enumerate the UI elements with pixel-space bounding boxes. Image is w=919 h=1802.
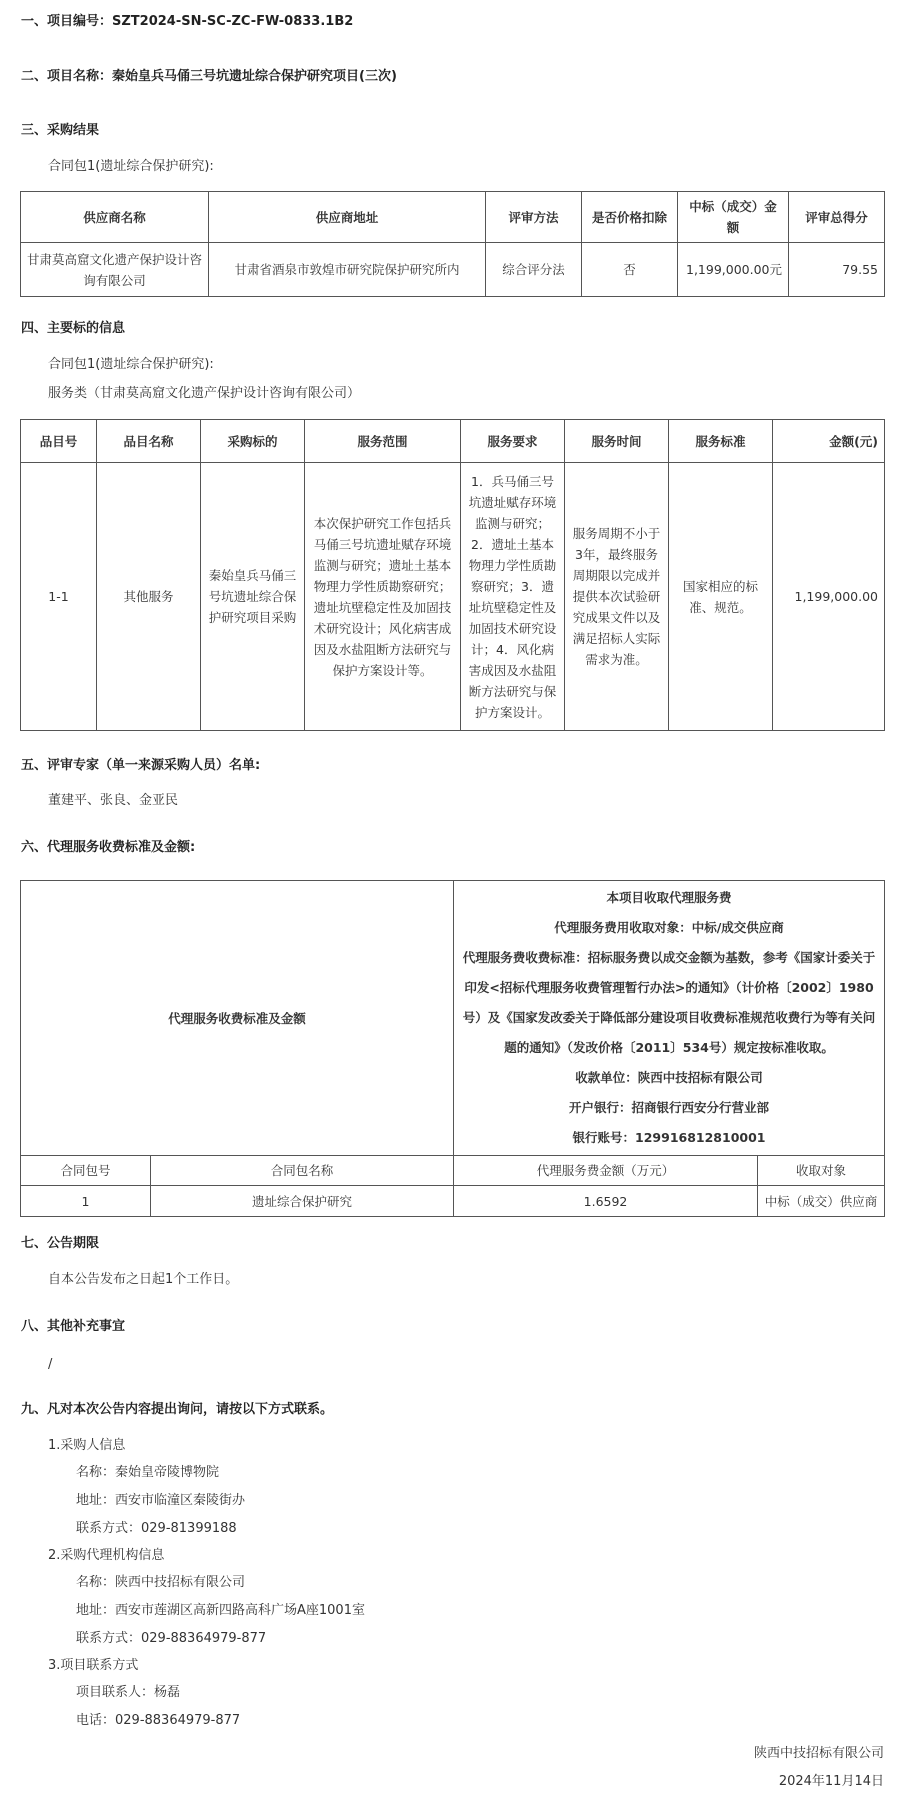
- col-award-amount: 中标（成交）金额: [678, 192, 789, 243]
- section-result-title: 三、采购结果: [21, 123, 100, 138]
- cell-item-no: 1-1: [21, 463, 97, 731]
- fee-line-2: 代理服务费用收取对象：中标/成交供应商: [554, 920, 784, 935]
- purchaser-title: 1.采购人信息: [48, 1438, 126, 1453]
- cell-item-name: 其他服务: [97, 463, 201, 731]
- section-subject-title: 四、主要标的信息: [21, 321, 126, 336]
- col-package-no: 合同包号: [21, 1156, 151, 1186]
- project-name: 二、项目名称：秦始皇兵马俑三号坑遗址综合保护研究项目(三次): [21, 69, 397, 84]
- result-table: [20, 191, 885, 297]
- other-text: /: [48, 1357, 53, 1372]
- table-header-row: [21, 192, 885, 243]
- section-contact-title: 九、凡对本次公告内容提出询问，请按以下方式联系。: [21, 1402, 334, 1417]
- cell-service-time: 服务周期不小于3年，最终服务周期限以完成并提供本次试验研究成果文件以及满足招标人实际需求为准。: [565, 463, 669, 731]
- table-row: [21, 463, 885, 731]
- fee-line-4: 收款单位：陕西中技招标有限公司: [575, 1070, 763, 1085]
- fee-standard-row: [21, 881, 885, 1156]
- agency-name: 名称：陕西中技招标有限公司: [76, 1575, 246, 1590]
- cell-fee-amount: 1.6592: [454, 1186, 758, 1217]
- agency-address: 地址：西安市莲湖区高新四路高科广场A座1001室: [76, 1603, 365, 1618]
- purchaser-name: 名称：秦始皇帝陵博物院: [76, 1465, 220, 1480]
- cell-price-deduction: 否: [582, 243, 678, 297]
- period-text: 自本公告发布之日起1个工作日。: [48, 1272, 239, 1287]
- col-price-deduction: 是否价格扣除: [582, 192, 678, 243]
- cell-purchase-subject: 秦始皇兵马俑三号坑遗址综合保护研究项目采购: [201, 463, 305, 731]
- col-fee-amount: 代理服务费金额（万元）: [454, 1156, 758, 1186]
- col-service-std: 服务标准: [669, 420, 773, 463]
- project-number: 一、项目编号：SZT2024-SN-SC-ZC-FW-0833.1B2: [21, 14, 354, 29]
- cell-service-req: 1．兵马俑三号坑遗址赋存环境监测与研究；2．遗址土基本物理力学性质勘察研究；3．遗址坑壁稳定性及加固技术研究设计；4．风化病害成因及水盐阻断方法研究与保护方案设计。: [461, 463, 565, 731]
- fee-line-6: 银行账号：129916812810001: [572, 1130, 766, 1145]
- col-item-no: 品目号: [21, 420, 97, 463]
- project-contact-person: 项目联系人：杨磊: [76, 1685, 181, 1700]
- section-experts-title: 五、评审专家（单一来源采购人员）名单:: [21, 758, 261, 773]
- section-period-title: 七、公告期限: [21, 1236, 100, 1251]
- cell-package-no: 1: [21, 1186, 151, 1217]
- col-service-time: 服务时间: [565, 420, 669, 463]
- fee-standard-label: 代理服务收费标准及金额: [21, 881, 454, 1156]
- purchaser-address: 地址：西安市临潼区秦陵街办: [76, 1493, 246, 1508]
- col-package-name: 合同包名称: [151, 1156, 454, 1186]
- col-fee-target: 收取对象: [758, 1156, 885, 1186]
- agency-phone: 联系方式：029-88364979-877: [76, 1631, 267, 1646]
- cell-award-amount: 1,199,000.00元: [678, 243, 789, 297]
- col-total-score: 评审总得分: [789, 192, 885, 243]
- purchaser-phone: 联系方式：029-81399188: [76, 1521, 237, 1536]
- subject-table: [20, 419, 885, 731]
- footer-date: 2024年11月14日: [778, 1774, 884, 1789]
- col-supplier-name: 供应商名称: [21, 192, 209, 243]
- result-package-label: 合同包1(遗址综合保护研究):: [48, 159, 214, 174]
- experts-list: 董建平、张良、金亚民: [48, 793, 179, 808]
- cell-fee-target: 中标（成交）供应商: [758, 1186, 885, 1217]
- fee-line-1: 本项目收取代理服务费: [606, 890, 732, 905]
- col-service-req: 服务要求: [461, 420, 565, 463]
- table-row: [21, 243, 885, 297]
- subject-package-label: 合同包1(遗址综合保护研究):: [48, 357, 214, 372]
- cell-amount: 1,199,000.00: [773, 463, 885, 731]
- table-header-row: [21, 420, 885, 463]
- table-header-row: [21, 1156, 885, 1186]
- cell-package-name: 遗址综合保护研究: [151, 1186, 454, 1217]
- section-other-title: 八、其他补充事宜: [21, 1319, 126, 1334]
- agency-title: 2.采购代理机构信息: [48, 1548, 165, 1563]
- section-fee-title: 六、代理服务收费标准及金额:: [21, 840, 196, 855]
- cell-service-std: 国家相应的标准、规范。: [669, 463, 773, 731]
- cell-supplier-addr: 甘肃省酒泉市敦煌市研究院保护研究所内: [209, 243, 486, 297]
- col-item-name: 品目名称: [97, 420, 201, 463]
- col-purchase-subject: 采购标的: [201, 420, 305, 463]
- cell-total-score: 79.55: [789, 243, 885, 297]
- cell-service-scope: 本次保护研究工作包括兵马俑三号坑遗址赋存环境监测与研究；遗址土基本物理力学性质勘察研究；遗址坑壁稳定性及加固技术研究设计；风化病害成因及水盐阻断方法研究与保护方案设计等。: [305, 463, 461, 731]
- fee-line-5: 开户银行：招商银行西安分行营业部: [569, 1100, 770, 1115]
- fee-table: [20, 880, 885, 1217]
- table-row: [21, 1186, 885, 1217]
- col-review-method: 评审方法: [486, 192, 582, 243]
- col-service-scope: 服务范围: [305, 420, 461, 463]
- col-amount: 金额(元): [773, 420, 885, 463]
- cell-review-method: 综合评分法: [486, 243, 582, 297]
- project-contact-phone: 电话：029-88364979-877: [76, 1713, 241, 1728]
- col-supplier-addr: 供应商地址: [209, 192, 486, 243]
- cell-supplier-name: 甘肃莫高窟文化遗产保护设计咨询有限公司: [21, 243, 209, 297]
- fee-standard-detail: [454, 881, 885, 1156]
- fee-line-3: 代理服务费收费标准：招标服务费以成交金额为基数，参考《国家计委关于印发<招标代理服务收费管理暂行办法>的通知》（计价格〔2002〕1980号）及《国家发改委关于降低部分建设项目收费标准规范收费行为等有关问题的通知》（发改价格〔2011〕534号）规定按标准收取。: [462, 950, 876, 1055]
- footer-company: 陕西中技招标有限公司: [753, 1746, 884, 1761]
- subject-category: 服务类（甘肃莫高窟文化遗产保护设计咨询有限公司）: [48, 386, 361, 401]
- project-contact-title: 3.项目联系方式: [48, 1658, 139, 1673]
